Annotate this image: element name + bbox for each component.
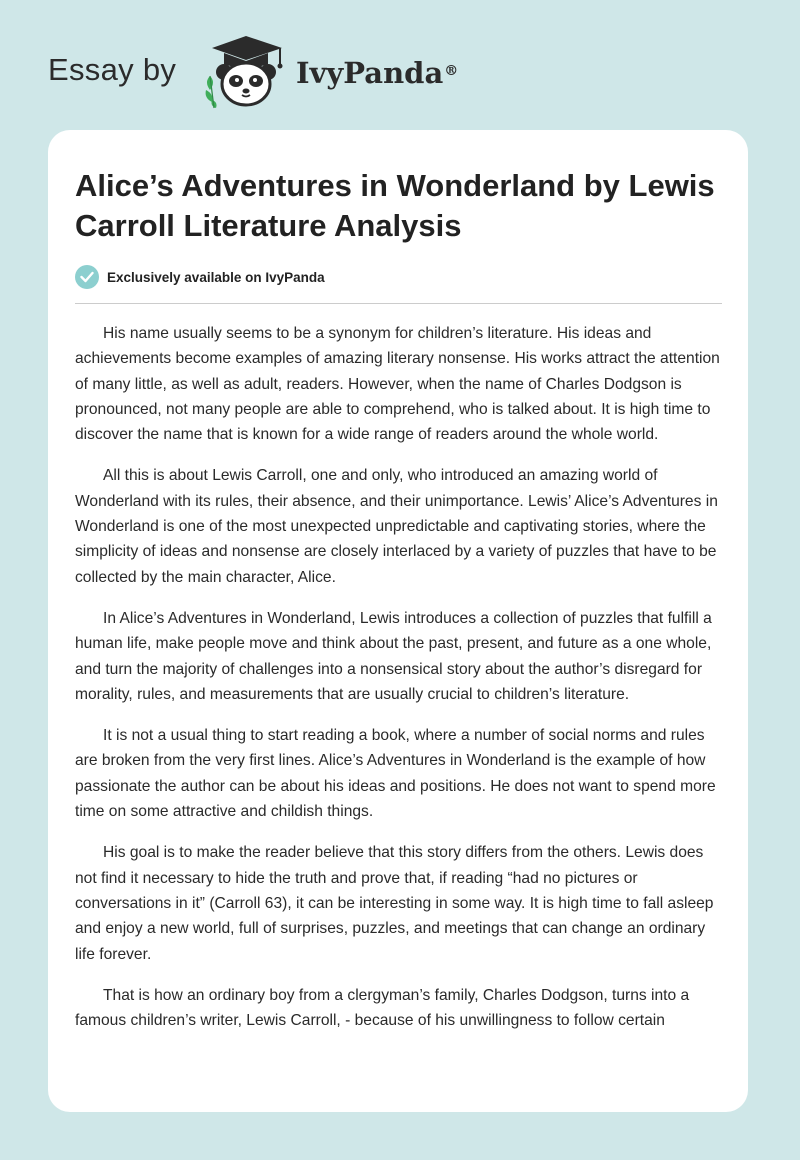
check-circle-icon [75, 265, 99, 289]
brand-name: IvyPanda [296, 56, 444, 90]
brand-logo-text[interactable] [296, 55, 458, 91]
trademark-symbol: ® [444, 63, 459, 79]
paragraph: His goal is to make the reader believe that this story differs from the others. Lewis does not find it necessary to hide the truth and prove that, if reading “had no pictures or conversations in it” (Carroll 63), it can be interesting in some way. It is high time to fall asleep and enjoy a new world, full of surprises, puzzles, and meetings that can change an ordinary life forever. [75, 844, 714, 963]
essay-body [75, 321, 725, 1049]
site-header [0, 0, 800, 130]
paragraph: All this is about Lewis Carroll, one and only, who introduced an amazing world of Wonderland with its rules, their absence, and their unimportance. Lewis’ Alice’s Adventures in Wonderland is one of the most unexpected unpredictable and captivating stories, where the simplicity of ideas and nonsense are closely interlaced by a variety of puzzles that have to be collected by the main character, Alice. [75, 467, 718, 586]
paragraph: It is not a usual thing to start reading a book, where a number of social norms and rules are broken from the very first lines. Alice’s Adventures in Wonderland is the example of how passionate the author can be about his ideas and positions. He does not want to spend more time on some attractive and childish things. [75, 727, 716, 821]
exclusive-label: Exclusively available on IvyPanda [107, 269, 325, 285]
essay-title: Alice’s Adventures in Wonderland by Lewis Carroll Literature Analysis [75, 168, 715, 243]
exclusive-badge [75, 264, 325, 290]
panda-graduate-icon[interactable] [200, 34, 292, 110]
paragraph: That is how an ordinary boy from a clergyman’s family, Charles Dodgson, turns into a famous children’s writer, Lewis Carroll, - because of his unwillingness to follow certain [75, 986, 690, 1030]
title-divider [75, 303, 722, 304]
paragraph: His name usually seems to be a synonym for children’s literature. His ideas and achievements become examples of amazing literary nonsense. His works attract the attention of many little, as well as adult, readers. However, when the name of Charles Dodgson is pronounced, not many people are able to comprehend, who is talked about. It is high time to discover the name that is known for a wide range of readers around the whole world. [75, 325, 720, 444]
paragraph: In Alice’s Adventures in Wonderland, Lewis introduces a collection of puzzles that fulfill a human life, make people move and think about the past, present, and future as a one whole, and turn the majority of challenges into a nonsensical story about the author’s disregard for morality, rules, and measurements that are usually crucial to children’s literature. [75, 609, 712, 703]
essay-by-label: Essay by [48, 52, 177, 87]
essay-card [48, 130, 748, 1112]
